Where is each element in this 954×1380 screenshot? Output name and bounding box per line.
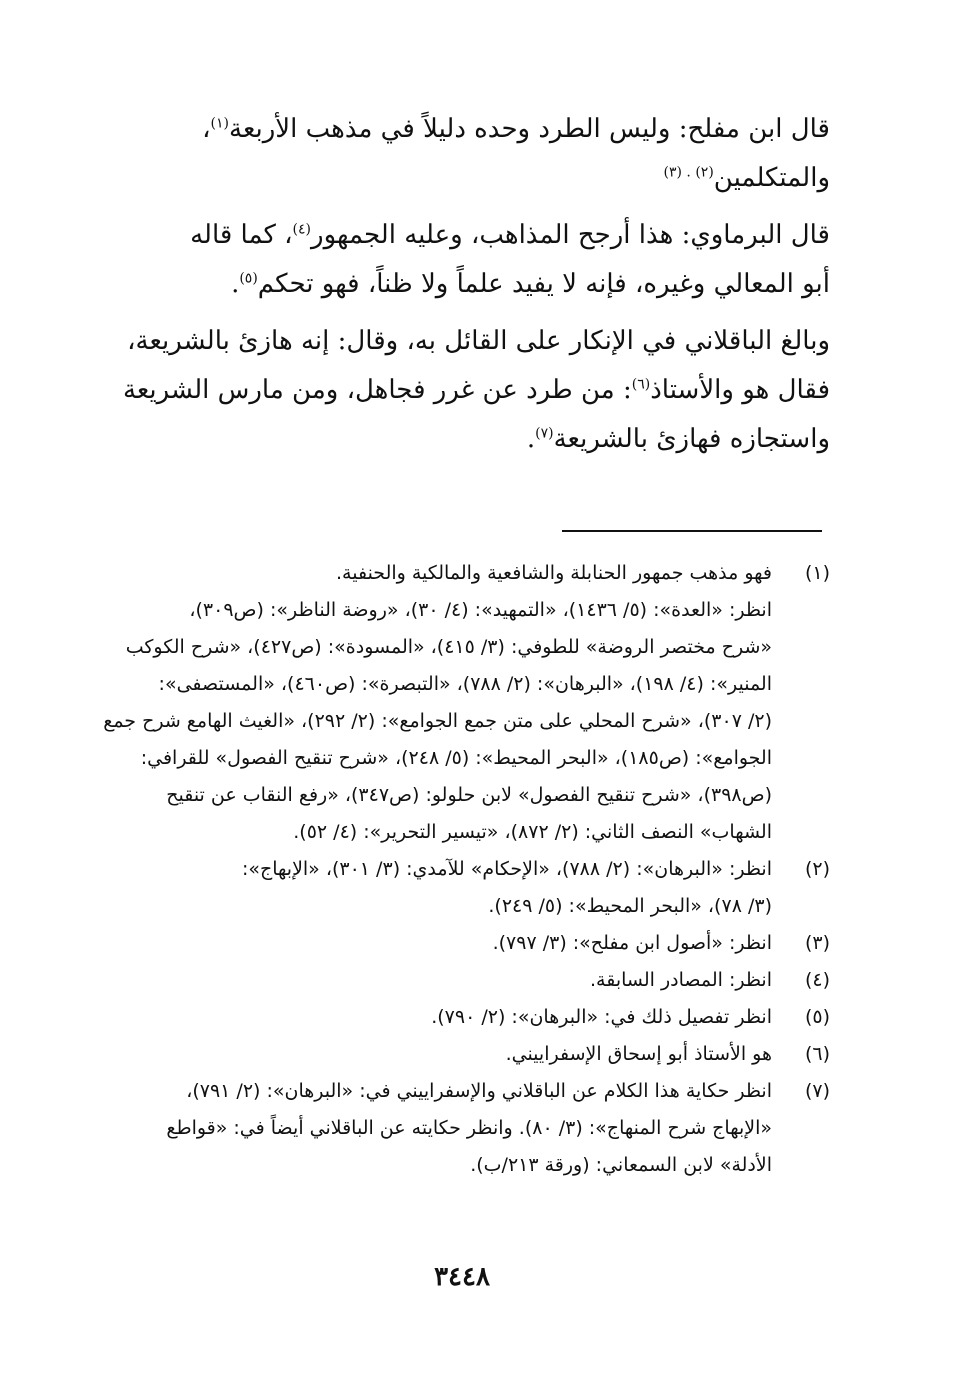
text-line: واستجازه فهازئ بالشريعة$^{(٧)}$. — [526, 424, 830, 454]
footnote-6 — [100, 1036, 830, 1073]
footnote-7 — [100, 1073, 830, 1184]
footnote-line: انظر: «البرهان»: (٢/ ٧٨٨)، «الإحكام» للآمدي: (٣/ ٣٠١)، «الإبهاج»: — [241, 858, 772, 880]
footnote-5 — [100, 999, 830, 1036]
footnote-line: الجوامع»: (ص١٨٥)، «البحر المحيط»: (٥/ ٢٤٨)، «شرح تنقيح الفصول» للقرافي: — [140, 747, 772, 769]
footnote-2 — [100, 851, 830, 925]
footnote-number: (٤) — [804, 969, 830, 991]
footnote-body — [100, 1036, 772, 1073]
text-line: فقال هو والأستاذ$^{(٦)}$: من طرد عن غرر فجاهل، ومن مارس الشريعة — [122, 375, 830, 405]
footnote-line: (٢/ ٣٠٧)، «شرح المحلي على متن جمع الجوامع»: (٢/ ٢٩٢)، «الغيث الهامع شرح جمع — [103, 710, 772, 732]
text-line: أبو المعالي وغيره، فإنه لا يفيد علماً ولا ظناً، فهو تحكم$^{(٥)}$. — [231, 269, 830, 299]
page-number: ٣٤٤٨ — [434, 1262, 490, 1292]
footnote-line: الأدلة» لابن السمعاني: (ورقة ٢١٣/ب). — [470, 1154, 772, 1176]
paragraph-3 — [100, 317, 830, 464]
footnote-ref[interactable]: (٤) — [292, 221, 312, 238]
footnote-line: (ص٣٩٨)، «شرح تنقيح الفصول» لابن حلولو: (ص٣٤٧)، «رفع النقاب عن تنقيح — [166, 784, 772, 806]
footnote-number: (٥) — [804, 1006, 830, 1028]
footnote-line: انظر: المصادر السابقة. — [589, 969, 772, 991]
footnote-body — [100, 999, 772, 1036]
footnote-body — [100, 925, 772, 962]
footnote-line: انظر تفصيل ذلك في: «البرهان»: (٢/ ٧٩٠). — [431, 1006, 772, 1028]
paragraph-1 — [100, 105, 830, 203]
footnote-line: (٣/ ٧٨)، «البحر المحيط»: (٥/ ٢٤٩). — [488, 895, 772, 917]
footnote-3 — [100, 925, 830, 962]
paragraph-2 — [100, 211, 830, 309]
footnote-line: فهو مذهب جمهور الحنابلة والشافعية والمالكية والحنفية. — [336, 562, 772, 584]
footnote-number: (٣) — [804, 932, 830, 954]
footnote-line: المنير»: (٤/ ١٩٨)، «البرهان»: (٢/ ٧٨٨)، «التبصرة»: (ص٤٦٠)، «المستصفى»: — [158, 673, 772, 695]
footnote-line: هو الأستاذ أبو إسحاق الإسفراييني. — [505, 1043, 772, 1065]
footnote-line: انظر: «العدة»: (٥/ ١٤٣٦)، «التمهيد»: (٤/ ٣٠)، «روضة الناظر»: (ص٣٠٩)، — [189, 599, 772, 621]
footnote-ref[interactable]: (٦) — [631, 376, 651, 393]
footnote-body — [100, 851, 772, 925]
footnote-ref[interactable]: (١) — [210, 115, 230, 132]
footnote-body — [100, 555, 772, 851]
footnote-ref[interactable]: (٥) — [239, 270, 258, 287]
footnote-divider — [562, 530, 822, 532]
footnote-line: «الإبهاج شرح المنهاج»: (٣/ ٨٠). وانظر حكايته عن الباقلاني أيضاً في: «قواطع — [166, 1117, 772, 1139]
footnote-line: «شرح مختصر الروضة» للطوفي: (٣/ ٤١٥)، «المسودة»: (ص٤٢٧)، «شرح الكوكب — [125, 636, 772, 658]
footnote-number: (٧) — [804, 1080, 830, 1102]
footnote-number: (١) — [804, 562, 830, 584]
footnote-4 — [100, 962, 830, 999]
footnote-line: انظر: «أصول ابن مفلح»: (٣/ ٧٩٧). — [492, 932, 772, 954]
footnotes — [100, 555, 830, 1184]
text-line: قال البرماوي: هذا أرجح المذاهب، وعليه الجمهور$^{(٤)}$، كما قاله — [190, 220, 830, 250]
footnote-number: (٢) — [804, 858, 830, 880]
footnote-body — [100, 962, 772, 999]
text-line: قال ابن مفلح: وليس الطرد وحده دليلاً في مذهب الأربعة$^{(١)}$، — [202, 114, 830, 144]
footnote-number: (٦) — [804, 1043, 830, 1065]
footnote-body — [100, 1073, 772, 1184]
text-line: وبالغ الباقلاني في الإنكار على القائل به، وقال: إنه هازئ بالشريعة، — [127, 326, 830, 356]
footnote-1 — [100, 555, 830, 851]
footnote-ref[interactable]: (٢) . (٣) — [663, 164, 714, 181]
main-text — [100, 105, 830, 472]
footnote-line: انظر حكاية هذا الكلام عن الباقلاني والإسفراييني في: «البرهان»: (٢/ ٧٩١)، — [186, 1080, 772, 1102]
text-line: والمتكلمين$^{(٢) . (٣)}$ — [663, 163, 830, 193]
footnote-ref[interactable]: (٧) — [535, 425, 554, 442]
footnote-line: الشهاب» النصف الثاني: (٢/ ٨٧٢)، «تيسير التحرير»: (٤/ ٥٢). — [293, 821, 772, 843]
